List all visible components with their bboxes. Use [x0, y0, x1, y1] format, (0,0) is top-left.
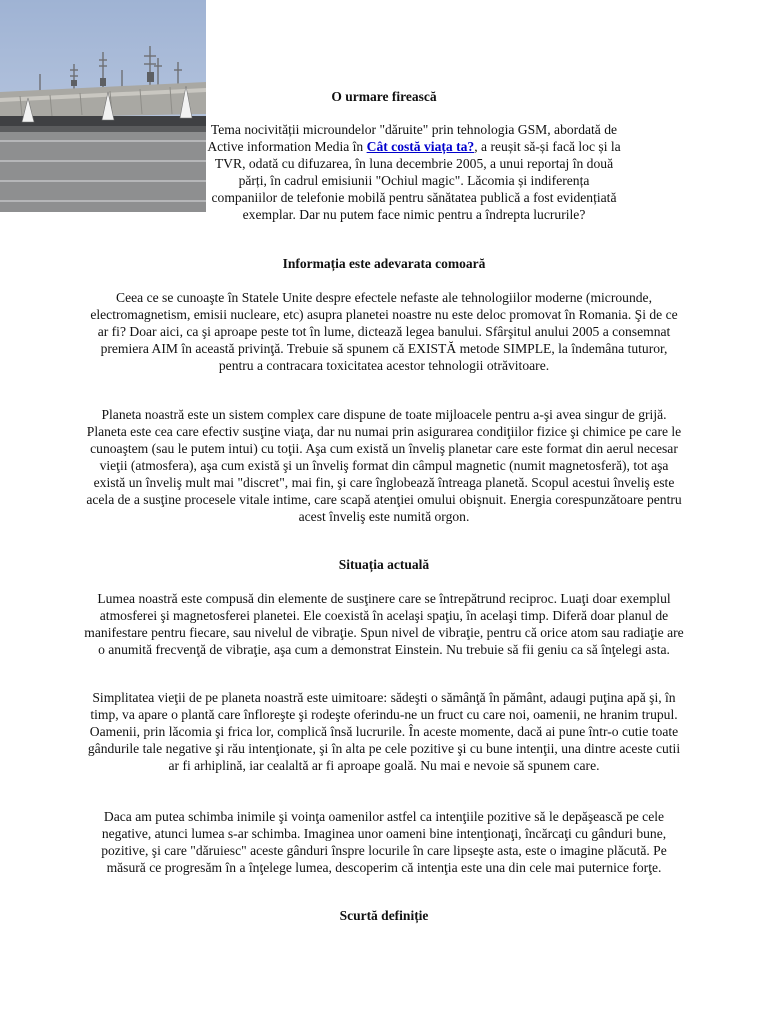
- heading-o-urmare-fireasca: O urmare firească: [331, 89, 437, 104]
- heading-informatia: Informația este adevarata comoară: [282, 256, 486, 271]
- heading-scurta-definitie: Scurtă definiție: [339, 908, 429, 923]
- paragraph-simplitatea: Simplitatea vieţii de pe planeta noastră este uimitoare: sădeşti o sămânţă în pământ, adaugi puţina apă şi, în timp, va apare o plantă care înfloreşte şi rodeşte oferindu-ne un fruct cu care noi, oamenii, ne hranim trupul. Oamenii, prin lăcomia şi frica lor, complică însă lucrurile. În aceste momente, dacă ai pune într-o cutie toate gândurile tale negative şi rău intenţionate, şi în alta pe cele pozitive şi cu bune intenţii, una dintre aceste cutii ar fi arhiplină, iar cealaltă ar fi aproape goală. Nu mai e nevoie să spunem care.: [87, 690, 681, 773]
- paragraph-informatia: Ceea ce se cunoaşte în Statele Unite despre efectele nefaste ale tehnologiilor moderne (microunde, electromagnetism, emisii nucleare, etc) asupra planetei noastre nu este deloc promovat în Romania. Şi de ce ar fi? Doar aici, ca şi aproape peste tot în lume, dictează legea banului. Sfârşitul anului 2005 a consemnat premiera AIM în această privinţă. Trebuie să spunem că EXISTĂ metode SIMPLE, la îndemâna tuturor, pentru a contracara toxicitatea acestor tehnologii otrăvitoare.: [90, 290, 678, 373]
- cat-costa-viata-ta-link[interactable]: Cât costă viața ta?: [366, 139, 475, 154]
- paragraph-planeta: Planeta noastră este un sistem complex care dispune de toate mijloacele pentru a-şi avea singur de grijă. Planeta este cea care efectiv susţine viaţa, dar nu numai prin asigurarea condiţiilor fizice şi chimice pe care le cunoaştem (sau le putem intui) cu toţii. Aşa cum există un înveliş planetar care este format din aerul necesar vieţii (atmosfera), aşa cum există şi un înveliş format din câmpul magnetic (numit magnetosferă), tot aşa există un înveliş mult mai "discret", mai fin, şi care înglobează întreaga planetă. Scopul acestui înveliş este acela de a susţine procesele vitale intime, care scapă atenţiei omului obişnuit. Energia corespunzătoare pentru acest înveliş este numită orgon.: [86, 407, 682, 524]
- paragraph-daca: Daca am putea schimba inimile şi voinţa oamenilor astfel ca intenţiile pozitive să le depăşească pe cele negative, atunci lumea s-ar schimba. Imaginea unor oameni bine intenţionaţi, încărcaţi cu gânduri bune, pozitive, şi care "dăruiesc" aceste gânduri înspre locurile în care lipseşte asta, este o imagine plăcută. Pe măsură ce progresăm în a înţelege lumea, descoperim că intenţia este una din cele mai puternice forţe.: [101, 809, 667, 875]
- building-photo: [0, 0, 206, 212]
- intro-text-after-link: , a reușit să-și facă loc și la TVR, odată cu difuzarea, în luna decembrie 2005, a unui reportaj în două părți, în cadrul emisiunii "Ochiul magic". Lăcomia și indiferența companiilor de telefonie mobilă pentru sănătatea publică a fost evidențiată exemplar. Dar nu putem face nimic pentru a îndrepta lucrurile?: [211, 139, 621, 222]
- intro-paragraph: [206, 121, 622, 223]
- heading-situatia-actuala: Situația actuală: [338, 557, 430, 572]
- paragraph-lumea: Lumea noastră este compusă din elemente de susţinere care se întrepătrund reciproc. Luaţi doar exemplul atmosferei şi magnetosferei planetei. Ele coexistă în acelaşi spaţiu, în acelaşi timp. Diferă doar planul de manifestare pentru fiecare, sau nivelul de vibraţie. Spun nivel de vibraţie, pentru că orice atom sau radiaţie are o anumită frecvenţă de vibraţie, aşa cum a demonstrat Einstein. Nu trebuie să fii geniu ca să înţelegi asta.: [84, 591, 684, 657]
- intro-text-before-link: Tema nocivității microundelor "dăruite" prin tehnologia GSM, abordată de Active information Media în: [207, 122, 618, 154]
- building-roof-antennas-photo: [0, 0, 206, 212]
